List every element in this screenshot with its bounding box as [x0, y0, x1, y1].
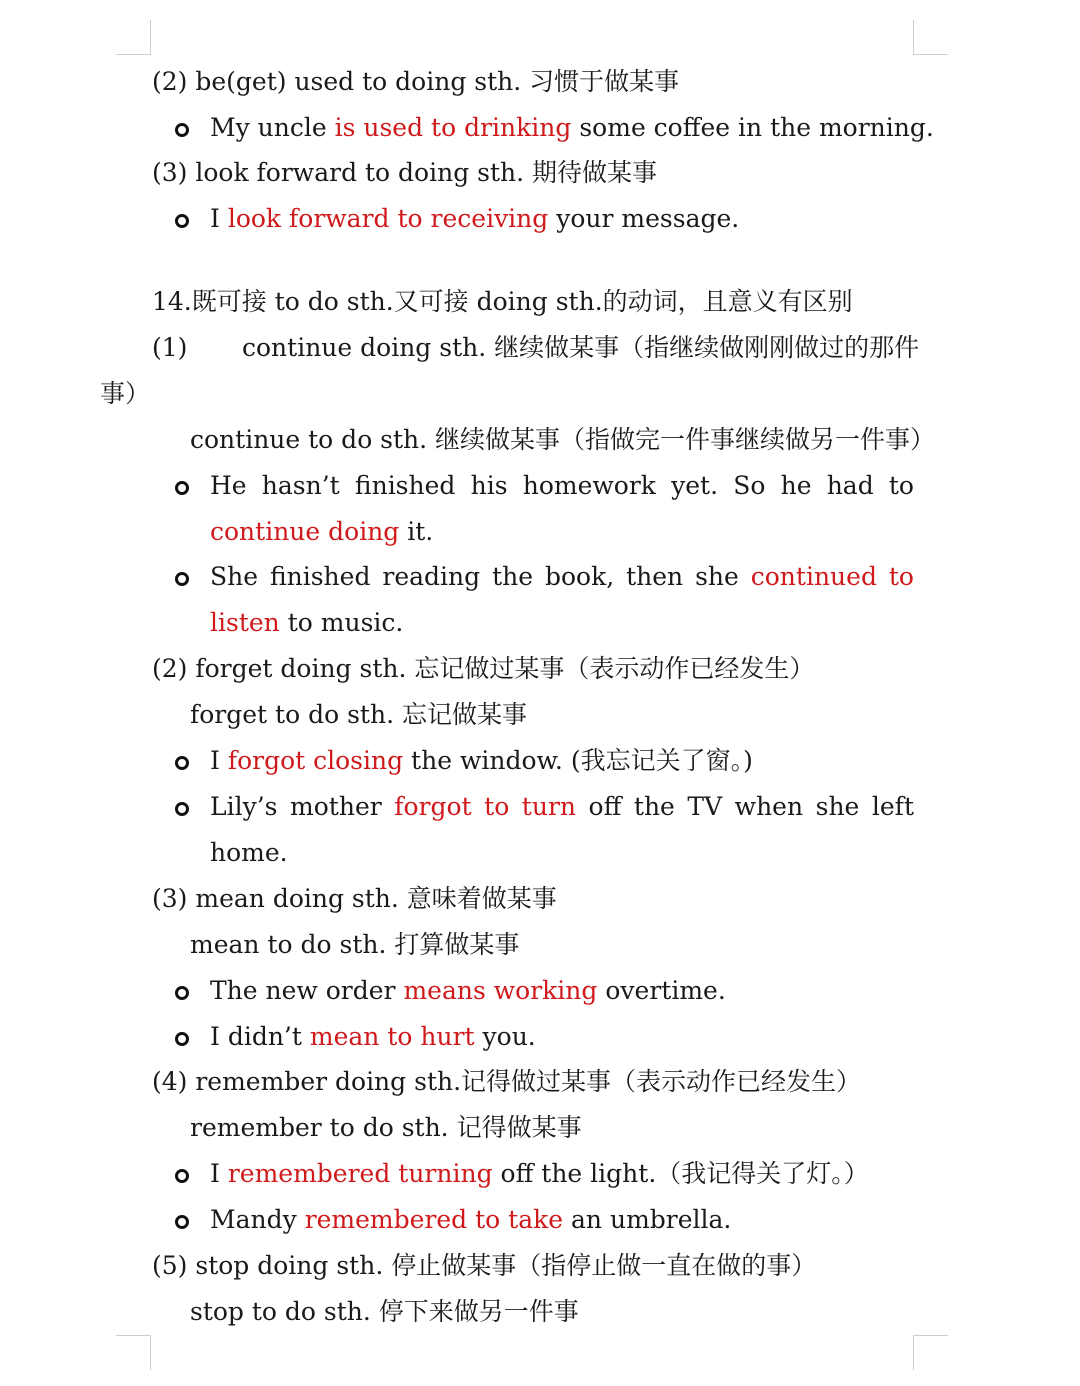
- bullet-icon: [175, 214, 189, 228]
- bullet-icon: [175, 572, 189, 586]
- bullet-icon: [175, 123, 189, 137]
- highlight-phrase: mean to hurt: [309, 1022, 475, 1051]
- section-heading-wrap: 事）: [100, 379, 151, 408]
- alternate-usage: continue to do sth. 继续做某事（指做完一件事继续做另一件事）: [190, 425, 936, 454]
- example-sentence: I forgot closing the window. (我忘记关了窗。): [210, 746, 753, 775]
- crop-mark-bottom-left: [116, 1335, 151, 1370]
- section-heading: (5) stop doing sth. 停止做某事（指停止做一直在做的事）: [152, 1251, 817, 1280]
- alternate-usage: mean to do sth. 打算做某事: [190, 930, 520, 959]
- bullet-icon: [175, 1215, 189, 1229]
- example-sentence: I remembered turning off the light.（我记得关了灯。）: [210, 1159, 869, 1188]
- section-heading: (2) forget doing sth. 忘记做过某事（表示动作已经发生）: [152, 654, 815, 683]
- bullet-icon: [175, 986, 189, 1000]
- bullet-icon: [175, 802, 189, 816]
- crop-mark-top-left: [116, 20, 151, 55]
- highlight-phrase: means working: [403, 976, 598, 1005]
- highlight-phrase: is used to drinking: [334, 113, 572, 142]
- bullet-icon: [175, 1032, 189, 1046]
- item-number: (1): [152, 333, 188, 362]
- highlight-phrase: continue doing: [210, 517, 400, 546]
- example-sentence: I look forward to receiving your message.: [210, 204, 740, 233]
- example-sentence-wrap: continue doing it.: [210, 517, 434, 546]
- highlight-phrase: listen: [210, 608, 280, 637]
- section-title: 14.既可接 to do sth.又可接 doing sth.的动词，且意义有区别: [152, 287, 853, 316]
- example-sentence: Lily’s mother forgot to turn off the TV when she left: [210, 792, 914, 821]
- bullet-icon: [175, 756, 189, 770]
- bullet-icon: [175, 1169, 189, 1183]
- alternate-usage: remember to do sth. 记得做某事: [190, 1113, 582, 1142]
- highlight-phrase: forgot closing: [227, 746, 404, 775]
- crop-mark-bottom-right: [913, 1335, 948, 1370]
- highlight-phrase: look forward to receiving: [227, 204, 549, 233]
- example-sentence-wrap: listen to music.: [210, 608, 404, 637]
- highlight-phrase: forgot to turn: [394, 792, 576, 821]
- section-heading: (2) be(get) used to doing sth. 习惯于做某事: [152, 67, 680, 96]
- example-sentence: He hasn’t finished his homework yet. So he had to: [210, 471, 914, 500]
- example-sentence-wrap: home.: [210, 838, 288, 867]
- example-sentence: Mandy remembered to take an umbrella.: [210, 1205, 732, 1234]
- example-sentence: My uncle is used to drinking some coffee in the morning.: [210, 113, 934, 142]
- bullet-icon: [175, 481, 189, 495]
- highlight-phrase: continued to: [750, 562, 914, 591]
- crop-mark-top-right: [913, 20, 948, 55]
- highlight-phrase: remembered to take: [304, 1205, 564, 1234]
- highlight-phrase: remembered turning: [227, 1159, 493, 1188]
- alternate-usage: forget to do sth. 忘记做某事: [190, 700, 527, 729]
- section-heading: continue doing sth. 继续做某事（指继续做刚刚做过的那件: [242, 333, 920, 362]
- section-heading: (4) remember doing sth.记得做过某事（表示动作已经发生）: [152, 1067, 862, 1096]
- section-heading: (3) look forward to doing sth. 期待做某事: [152, 158, 658, 187]
- example-sentence: The new order means working overtime.: [210, 976, 726, 1005]
- example-sentence: I didn’t mean to hurt you.: [210, 1022, 536, 1051]
- section-heading: (3) mean doing sth. 意味着做某事: [152, 884, 557, 913]
- alternate-usage: stop to do sth. 停下来做另一件事: [190, 1297, 579, 1326]
- example-sentence: She finished reading the book, then she continued to: [210, 562, 914, 591]
